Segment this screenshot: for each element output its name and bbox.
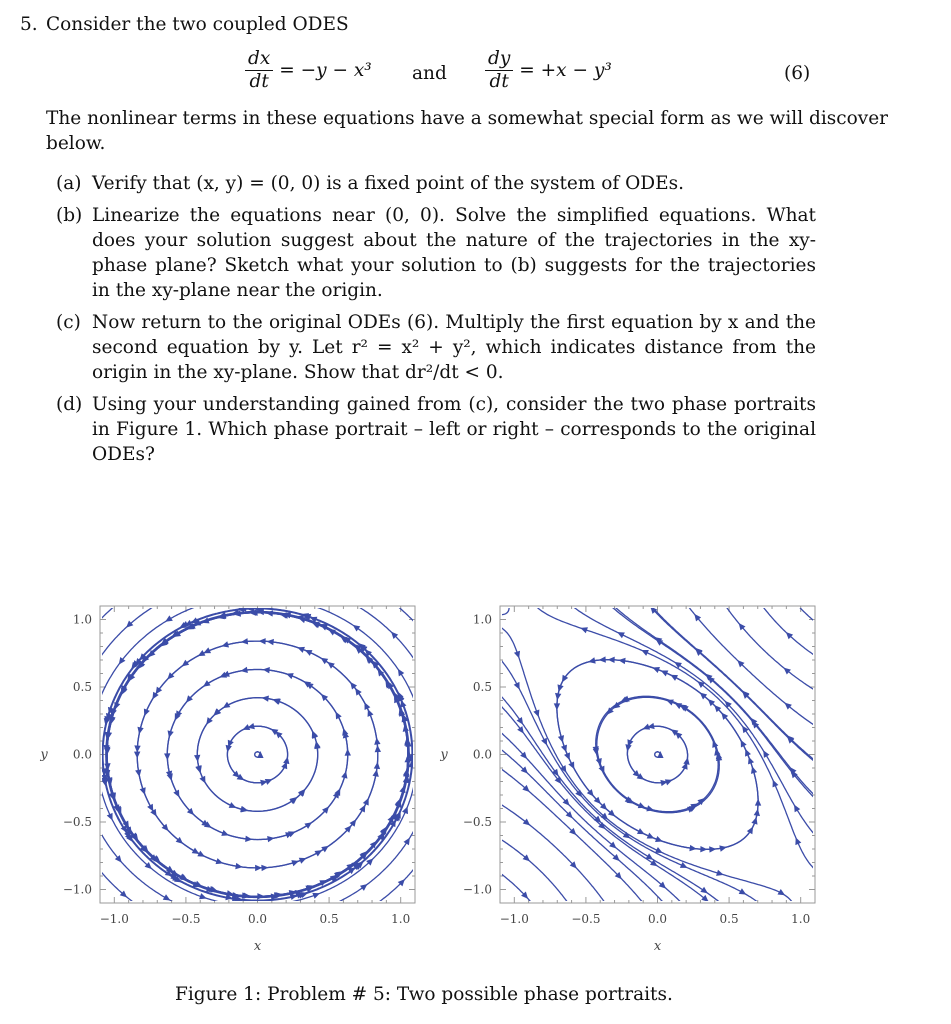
streamline-arrow — [240, 806, 248, 812]
x-tick-label: −1.0 — [99, 912, 129, 926]
phase-portrait-left — [20, 578, 460, 958]
streamline-arrow — [226, 745, 232, 752]
equation-label: (6) — [784, 63, 811, 84]
streamline-arrow — [700, 846, 707, 852]
y-axis-label: y — [440, 747, 448, 763]
streamline-arrow — [599, 656, 606, 662]
streamline-arrow — [719, 845, 727, 851]
problem-number: 5. — [20, 14, 38, 35]
part-a — [56, 171, 816, 196]
fraction-dx-dt — [245, 48, 273, 93]
streamline-arrow — [321, 846, 329, 853]
streamline-arrow — [517, 717, 524, 725]
streamline — [501, 628, 792, 903]
streamline — [101, 872, 134, 903]
equation-and: and — [412, 63, 447, 84]
streamline-arrow — [514, 651, 520, 659]
part-d — [56, 392, 816, 467]
part-b — [56, 203, 816, 303]
streamline-arrow — [221, 830, 229, 836]
x-tick-label: 0.5 — [719, 912, 739, 926]
streamline-arrow — [523, 819, 530, 826]
streamline-arrow — [716, 870, 724, 876]
part-text: Linearize the equations near (0, 0). Solve the simplified equations. What does your solution suggest about the nature of the trajectories in the xy-phase plane? Sketch what your solution to (b) suggests for the trajectories in the xy-plane near the origin. — [92, 205, 816, 301]
equation-rhs: = +x − y³ — [519, 60, 612, 81]
y-tick-label: 0.5 — [472, 680, 492, 694]
streamline-arrow — [259, 638, 266, 644]
streamline-arrow — [137, 727, 143, 735]
equation-dy — [485, 48, 612, 93]
streamline-arrow — [784, 668, 791, 675]
streamline-arrow — [321, 658, 329, 665]
y-tick-label: −1.0 — [62, 882, 92, 897]
streamlines — [100, 605, 416, 903]
streamline-arrow — [533, 709, 539, 717]
part-text: Verify that (x, y) = (0, 0) is a fixed point of the system of ODEs. — [92, 173, 685, 194]
streamline-arrow — [555, 693, 561, 700]
x-axis-label: x — [653, 939, 662, 954]
fraction-denominator: dt — [489, 71, 509, 92]
streamline-arrow — [314, 741, 320, 748]
equation-dx — [245, 48, 372, 93]
streamline-arrow — [403, 838, 409, 846]
streamline — [726, 606, 814, 689]
streamline-arrow — [353, 625, 361, 632]
fraction-numerator: dy — [485, 48, 513, 71]
streamline-arrow — [261, 865, 268, 871]
streamline-arrow — [400, 700, 406, 708]
streamline-arrow — [374, 737, 380, 744]
equation-rhs: = −y − x³ — [279, 60, 372, 81]
streamline-arrow — [267, 836, 274, 842]
x-axis-label: x — [253, 939, 262, 954]
fraction-dy-dt — [485, 48, 513, 93]
streamline-arrow — [517, 726, 524, 734]
streamline — [101, 606, 154, 656]
streamline-arrow — [755, 799, 761, 806]
phase-portrait-right — [420, 578, 860, 958]
streamline — [101, 833, 175, 903]
streamline-arrow — [235, 863, 242, 869]
streamline — [597, 697, 718, 811]
y-tick-label: −0.5 — [462, 815, 492, 829]
streamline — [536, 607, 814, 869]
y-tick-label: −1.0 — [462, 882, 492, 897]
streamline — [799, 607, 815, 622]
streamline-arrow — [194, 755, 200, 762]
x-tick-label: 1.0 — [391, 912, 411, 926]
streamline-arrow — [134, 752, 140, 759]
streamline — [557, 660, 758, 850]
streamline-arrow — [700, 887, 708, 894]
streamline — [557, 660, 758, 850]
streamline-arrow — [140, 787, 146, 795]
streamline-arrow — [168, 730, 174, 738]
streamline-arrow — [398, 669, 404, 677]
y-axis-label: y — [40, 747, 48, 763]
streamline — [137, 641, 378, 868]
x-tick-label: 1.0 — [791, 912, 811, 926]
streamline — [501, 696, 720, 903]
x-tick-label: 0.5 — [319, 912, 339, 926]
figure-caption: Figure 1: Problem # 5: Two possible phase portraits. — [175, 984, 673, 1005]
note-line-1: The nonlinear terms in these equations have a somewhat special form as we will discover — [46, 108, 889, 129]
y-tick-label: 1.0 — [472, 612, 492, 627]
streamline — [137, 641, 378, 868]
streamline-arrow — [751, 817, 757, 825]
x-tick-label: −0.5 — [171, 912, 201, 926]
part-c — [56, 310, 816, 385]
streamline — [100, 606, 115, 620]
streamline-arrow — [345, 749, 351, 756]
streamline — [573, 607, 814, 835]
part-label: (b) — [56, 205, 83, 226]
streamline-arrow — [360, 884, 368, 891]
streamline-arrow — [618, 658, 625, 664]
streamline — [501, 733, 681, 902]
streamline-arrow — [748, 757, 754, 765]
streamline — [501, 607, 509, 615]
streamline — [378, 868, 414, 902]
part-text: Now return to the original ODEs (6). Multiply the first equation by x and the second equation by y. Let r² = x² + y², which indicates distance from the origin in the xy-plane. Show that dr²/dt < 0. — [92, 312, 816, 383]
streamlines — [500, 606, 815, 903]
streamline — [397, 606, 414, 622]
streamline-arrow — [199, 893, 207, 899]
streamline-arrow — [665, 779, 673, 785]
y-tick-label: 0.5 — [72, 680, 92, 694]
streamline — [167, 670, 347, 840]
part-label: (a) — [56, 173, 82, 194]
x-tick-label: 0.0 — [647, 912, 668, 926]
streamline-arrow — [119, 657, 126, 665]
x-tick-label: −1.0 — [499, 912, 529, 926]
streamline-arrow — [203, 680, 211, 687]
note-line-2: below. — [46, 133, 106, 154]
streamline — [100, 787, 223, 903]
y-tick-label: 0.0 — [72, 747, 92, 762]
streamline-arrow — [562, 675, 568, 683]
streamline-arrow — [150, 809, 156, 817]
streamline — [615, 607, 814, 795]
part-label: (c) — [56, 312, 81, 333]
part-label: (d) — [56, 394, 83, 415]
x-tick-label: −0.5 — [571, 912, 601, 926]
part-text: Using your understanding gained from (c), consider the two phase portraits in Figure 1. Which phase portrait – left or right – corresponds to the original ODEs? — [92, 394, 816, 465]
x-tick-label: 0.0 — [247, 912, 268, 926]
streamline — [501, 769, 643, 903]
streamline — [285, 782, 414, 903]
streamline-arrow — [655, 836, 663, 842]
y-tick-label: −0.5 — [62, 815, 92, 829]
problem-intro: Consider the two coupled ODES — [46, 14, 349, 35]
streamline-arrow — [580, 627, 588, 633]
fraction-numerator: dx — [245, 48, 273, 71]
streamline-arrow — [625, 744, 631, 751]
streamline-arrow — [297, 647, 305, 653]
y-tick-label: 0.0 — [472, 747, 492, 762]
y-tick-label: 1.0 — [72, 612, 92, 627]
streamline — [596, 696, 720, 812]
fraction-denominator: dt — [249, 71, 269, 92]
streamline-arrow — [646, 853, 654, 860]
streamline — [500, 804, 605, 903]
streamline — [167, 670, 347, 840]
streamline — [688, 606, 814, 725]
